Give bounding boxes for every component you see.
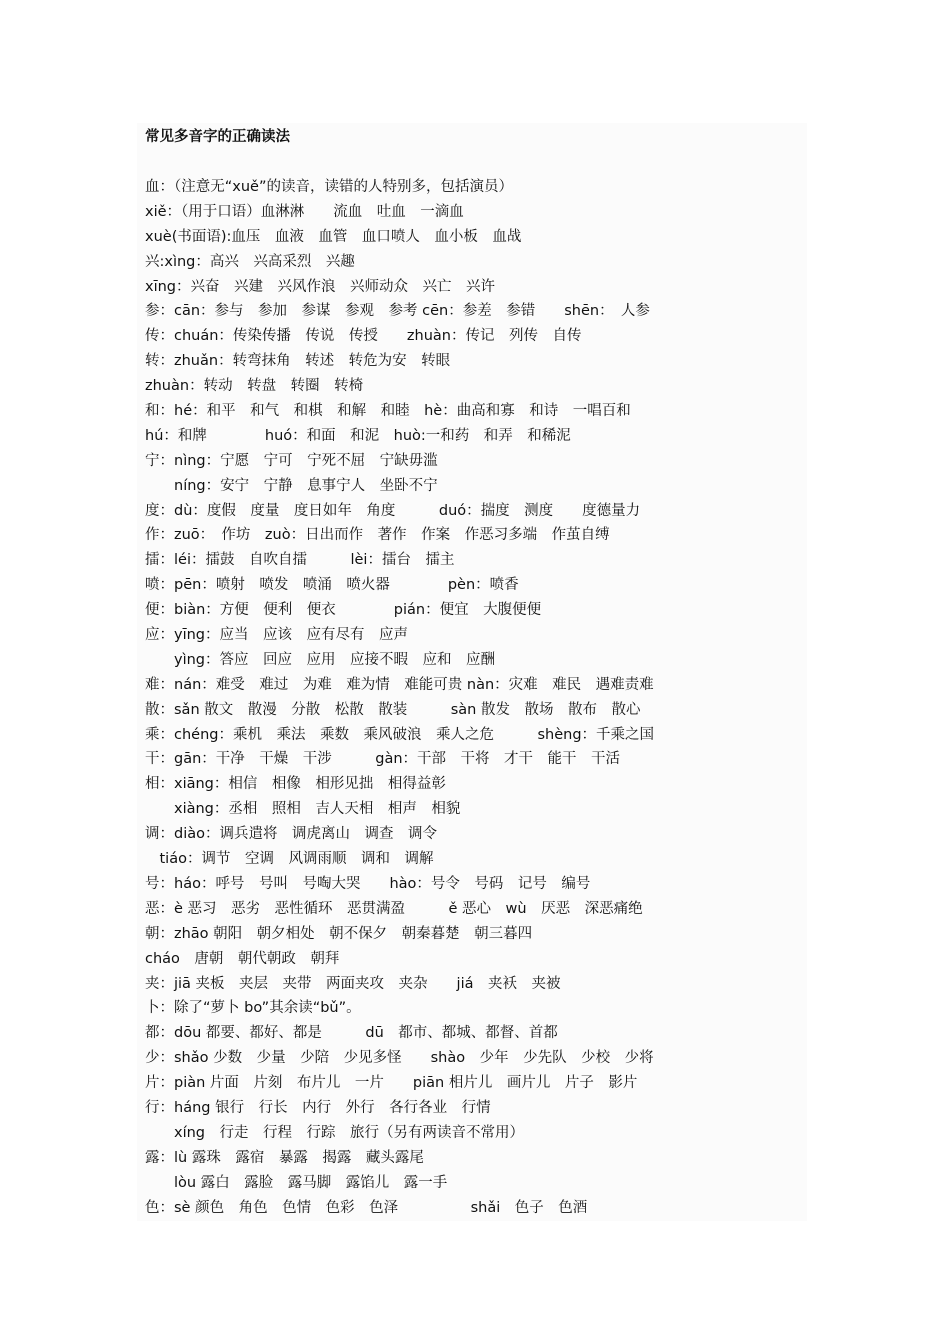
text-line-31: 朝：zhāo 朝阳 朝夕相处 朝不保夕 朝秦暮楚 朝三暮四 <box>145 925 533 942</box>
text-line-14: 度：dù：度假 度量 度日如年 角度 duó：揣度 测度 度德量力 <box>145 502 641 519</box>
text-line-33: 夹：jiā 夹板 夹层 夹带 两面夹攻 夹杂 jiá 夹袄 夹被 <box>145 975 561 992</box>
text-line-28: tiáo：调节 空调 风调雨顺 调和 调解 <box>145 851 434 868</box>
text-line-32: cháo 唐朝 朝代朝政 朝拜 <box>145 950 340 967</box>
document-title: 常见多音字的正确读法 <box>145 129 290 145</box>
text-line-41: lòu 露白 露脸 露马脚 露馅儿 露一手 <box>145 1174 448 1191</box>
text-line-11: hú：和牌 huó：和面 和泥 huò:一和药 和弄 和稀泥 <box>145 427 571 444</box>
text-line-29: 号：háo：呼号 号叫 号啕大哭 hào：号令 号码 记号 编号 <box>145 875 591 892</box>
text-line-1: 血：（注意无“xuě”的读音，读错的人特别多，包括演员） <box>145 179 513 195</box>
text-line-8: 转：zhuǎn：转弯抹角 转述 转危为安 转眼 <box>145 353 451 370</box>
text-line-12: 宁：nìng：宁愿 宁可 宁死不屈 宁缺毋滥 <box>145 452 438 469</box>
text-line-9: zhuàn：转动 转盘 转圈 转椅 <box>145 378 364 395</box>
line-list <box>145 175 805 1220</box>
text-line-16: 擂：léi：擂鼓 自吹自擂 lèi：擂台 擂主 <box>145 552 455 569</box>
text-line-39: xíng 行走 行程 行踪 旅行（另有两读音不常用） <box>145 1124 525 1141</box>
text-line-21: 难：nán：难受 难过 为难 难为情 难能可贵 nàn：灾难 难民 遇难责难 <box>145 676 654 693</box>
text-line-10: 和：hé：和平 和气 和棋 和解 和睦 hè：曲高和寡 和诗 一唱百和 <box>145 403 631 420</box>
text-line-40: 露：lù 露珠 露宿 暴露 揭露 藏头露尾 <box>145 1149 424 1166</box>
text-line-2: xiě：（用于口语）血淋淋 流血 吐血 一滴血 <box>145 203 464 220</box>
text-line-17: 喷：pēn：喷射 喷发 喷涌 喷火器 pèn：喷香 <box>145 577 519 594</box>
text-line-42: 色：sè 颜色 角色 色情 色彩 色泽 shǎi 色子 色酒 <box>145 1199 588 1216</box>
text-line-36: 少：shǎo 少数 少量 少陪 少见多怪 shào 少年 少先队 少校 少将 <box>145 1050 654 1067</box>
text-line-25: 相：xiāng：相信 相像 相形见拙 相得益彰 <box>145 776 446 793</box>
text-line-34: 卜：除了“萝卜 bo”其余读“bǔ”。 <box>145 1000 361 1017</box>
document-content <box>145 125 805 1220</box>
text-line-35: 都：dōu 都要、都好、都是 dū 都市、都城、都督、首都 <box>145 1025 558 1042</box>
text-line-30: 恶：è 恶习 恶劣 恶性循环 恶贯满盈 ě 恶心 wù 厌恶 深恶痛绝 <box>145 900 643 917</box>
text-line-23: 乘：chéng：乘机 乘法 乘数 乘风破浪 乘人之危 shèng：千乘之国 <box>145 726 655 743</box>
text-line-7: 传：chuán：传染传播 传说 传授 zhuàn：传记 列传 自传 <box>145 328 582 345</box>
text-line-19: 应：yīng：应当 应该 应有尽有 应声 <box>145 627 409 644</box>
text-line-4: 兴:xìng：高兴 兴高采烈 兴趣 <box>145 253 355 270</box>
text-line-6: 参：cān：参与 参加 参谋 参观 参考 cēn：参差 参错 shēn： 人参 <box>145 303 650 320</box>
text-line-24: 干：gān：干净 干燥 干涉 gàn：干部 干将 才干 能干 干活 <box>145 751 621 768</box>
text-line-38: 行：háng 银行 行长 内行 外行 各行各业 行情 <box>145 1099 491 1116</box>
text-line-5: xīng：兴奋 兴建 兴风作浪 兴师动众 兴亡 兴许 <box>145 278 496 295</box>
text-line-22: 散：sǎn 散文 散漫 分散 松散 散装 sàn 散发 散场 散布 散心 <box>145 701 641 718</box>
text-line-13: níng：安宁 宁静 息事宁人 坐卧不宁 <box>145 477 438 494</box>
text-line-18: 便：biàn：方便 便利 便衣 pián：便宜 大腹便便 <box>145 602 542 619</box>
text-line-15: 作：zuō： 作坊 zuò：日出而作 著作 作案 作恶习多端 作茧自缚 <box>145 527 610 544</box>
text-line-3: xuè(书面语):血压 血液 血管 血口喷人 血小板 血战 <box>145 228 522 245</box>
text-line-20: yìng：答应 回应 应用 应接不暇 应和 应酬 <box>145 651 496 668</box>
text-line-37: 片：piàn 片面 片刻 布片儿 一片 piān 相片儿 画片儿 片子 影片 <box>145 1075 638 1092</box>
text-line-27: 调：diào：调兵遣将 调虎离山 调查 调令 <box>145 826 437 843</box>
text-line-26: xiàng：丞相 照相 吉人天相 相声 相貌 <box>145 801 461 818</box>
